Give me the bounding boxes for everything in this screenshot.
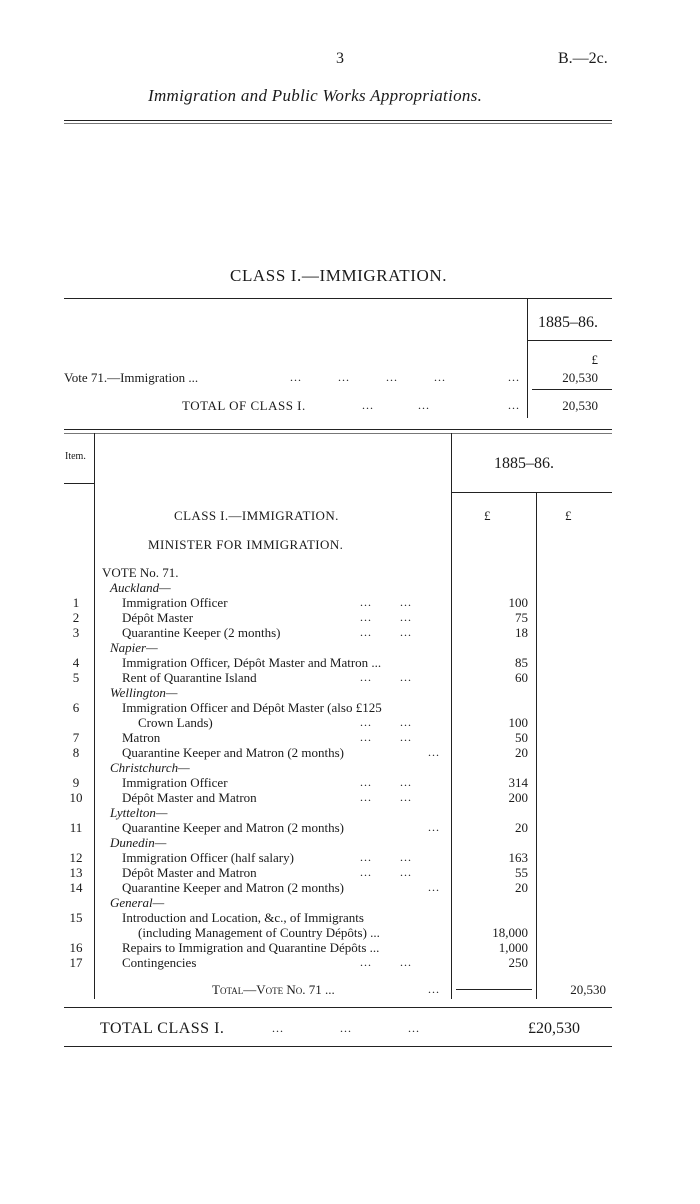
item-number: 14: [69, 880, 83, 895]
item-amount: 163: [508, 850, 528, 865]
item-number: 6: [72, 700, 80, 715]
item-number: 12: [69, 850, 83, 865]
item-number: 10: [69, 790, 83, 805]
detail-bottom-rule: [64, 1007, 612, 1008]
item-amount: 100: [508, 595, 528, 610]
summary-total-label: TOTAL OF CLASS I.: [182, 398, 306, 413]
item-column-rule: [94, 433, 95, 999]
footer-rule: [64, 1046, 612, 1047]
header-rule: [64, 120, 612, 121]
detail-year: 1885–86.: [494, 455, 554, 472]
item-header: Item.: [65, 451, 86, 462]
item-amount: 314: [508, 775, 528, 790]
summary-heading: CLASS I.—IMMIGRATION.: [230, 266, 448, 285]
section-general: General—: [110, 895, 165, 910]
summary-vote-amount: 20,530: [562, 370, 598, 385]
item-label: Immigration Officer: [122, 595, 228, 610]
item-number: 2: [72, 610, 80, 625]
item-label: Contingencies: [122, 955, 197, 970]
document-code: B.—2c.: [558, 50, 608, 67]
item-number: 16: [69, 940, 83, 955]
item-number: 5: [72, 670, 80, 685]
item-label: Quarantine Keeper and Matron (2 months): [122, 820, 345, 835]
item-label: Quarantine Keeper and Matron (2 months): [122, 880, 345, 895]
item-amount: 18,000: [492, 925, 528, 940]
item-number: 13: [69, 865, 83, 880]
item-label-continued: Crown Lands): [138, 715, 213, 730]
section-wellington: Wellington—: [110, 685, 178, 700]
item-amount: 1,000: [498, 940, 528, 955]
item-amount: 18: [515, 625, 528, 640]
item-number: 4: [72, 655, 80, 670]
item-label: Immigration Officer and Dépôt Master (also £125: [122, 700, 382, 715]
amount-column-rule: [536, 492, 537, 999]
grand-total-label: TOTAL CLASS I.: [100, 1020, 225, 1037]
minister-heading: MINISTER FOR IMMIGRATION.: [148, 537, 344, 552]
item-amount: 85: [515, 655, 528, 670]
page-number: 3: [336, 50, 344, 67]
summary-top-rule: [64, 298, 612, 299]
detail-currency-2: £: [565, 508, 572, 523]
item-number: 7: [72, 730, 80, 745]
item-number: 1: [72, 595, 80, 610]
summary-vote-label: Vote 71.—Immigration ...: [64, 370, 199, 385]
item-label: Repairs to Immigration and Quarantine Dépôts ...: [122, 940, 380, 955]
detail-class-heading: CLASS I.—IMMIGRATION.: [174, 508, 339, 523]
item-amount: 75: [515, 610, 528, 625]
summary-year: 1885–86.: [538, 314, 598, 331]
section-dunedin: Dunedin—: [110, 835, 167, 850]
section-auckland: Auckland—: [110, 580, 171, 595]
item-amount: 60: [515, 670, 528, 685]
item-number: 9: [72, 775, 80, 790]
item-label: Dépôt Master and Matron: [122, 790, 257, 805]
item-label-continued: (including Management of Country Dépôts) ...: [138, 925, 380, 940]
item-label: Immigration Officer (half salary): [122, 850, 294, 865]
item-number: 17: [69, 955, 83, 970]
vote-total-label: Total—Vote No. 71 ...: [212, 982, 335, 997]
item-amount: 100: [508, 715, 528, 730]
item-label: Dépôt Master: [122, 610, 194, 625]
item-amount: 200: [508, 790, 528, 805]
description-column-rule: [451, 433, 452, 999]
item-number: 11: [69, 820, 83, 835]
item-label: Quarantine Keeper (2 months): [122, 625, 281, 640]
summary-column-rule: [527, 298, 528, 418]
item-label: Introduction and Location, &c., of Immigrants: [122, 910, 364, 925]
item-number: 15: [69, 910, 83, 925]
grand-total-amount: £20,530: [528, 1020, 580, 1037]
item-label: Quarantine Keeper and Matron (2 months): [122, 745, 345, 760]
item-amount: 250: [508, 955, 528, 970]
section-christchurch: Christchurch—: [110, 760, 190, 775]
section-napier: Napier—: [110, 640, 158, 655]
section-lyttelton: Lyttelton—: [110, 805, 168, 820]
item-label: Dépôt Master and Matron: [122, 865, 257, 880]
item-amount: 20: [515, 880, 528, 895]
detail-top-rule: [64, 429, 612, 430]
running-title: Immigration and Public Works Appropriations.: [148, 86, 483, 105]
item-amount: 20: [515, 820, 528, 835]
item-label: Immigration Officer, Dépôt Master and Matron ...: [122, 655, 382, 670]
item-label: Immigration Officer: [122, 775, 228, 790]
item-number: 8: [72, 745, 80, 760]
item-amount: 55: [515, 865, 528, 880]
vote-total-amount: 20,530: [570, 982, 606, 997]
item-number: 3: [72, 625, 80, 640]
summary-total-amount: 20,530: [562, 398, 598, 413]
leader-dots: ... ... ... ...: [290, 370, 446, 384]
item-amount: 20: [515, 745, 528, 760]
item-amount: 50: [515, 730, 528, 745]
item-label: Matron: [122, 730, 161, 745]
item-label: Rent of Quarantine Island: [122, 670, 257, 685]
vote-heading: VOTE No. 71.: [102, 565, 179, 580]
summary-currency: £: [591, 352, 598, 367]
detail-currency-1: £: [484, 508, 491, 523]
